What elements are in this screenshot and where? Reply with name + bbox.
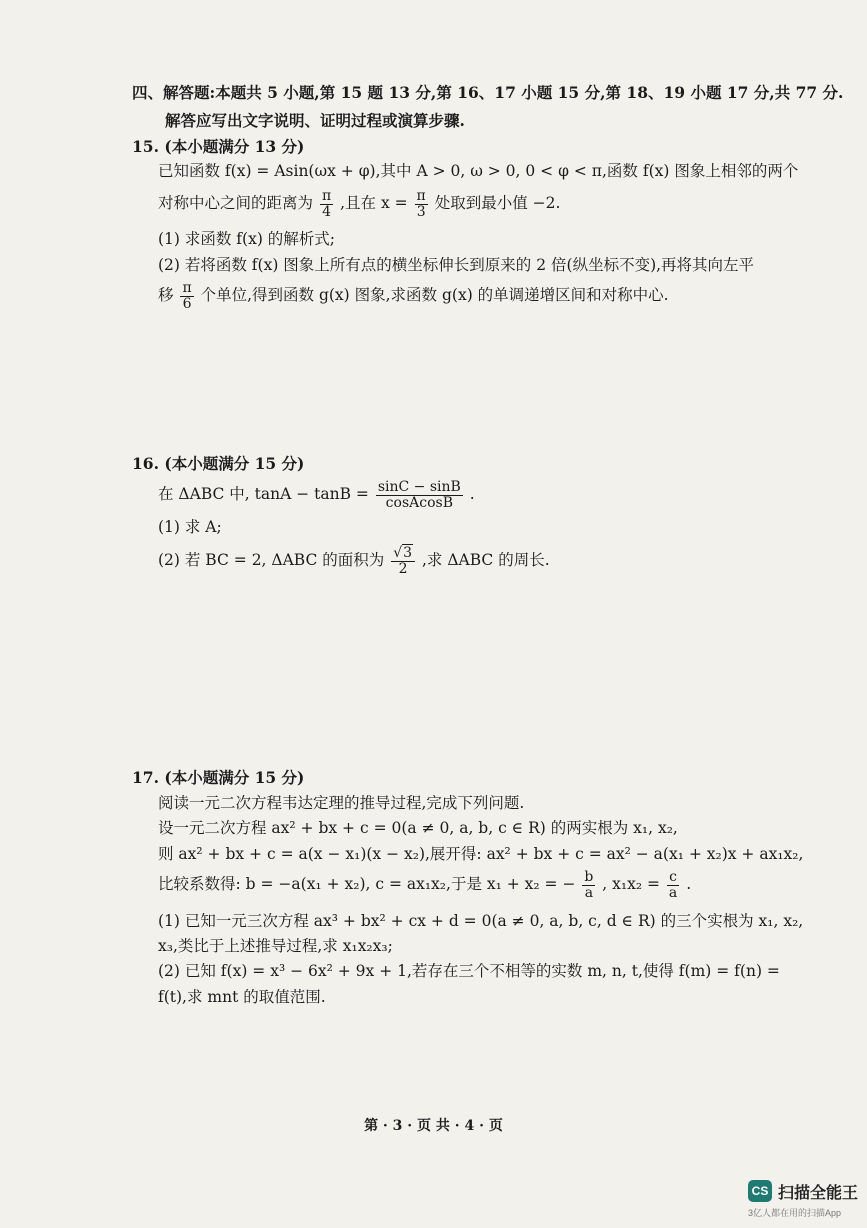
frac-numerator (391, 546, 415, 562)
frac-numerator: sinC − sinB (377, 478, 461, 495)
camscanner-logo-icon: CS (748, 1180, 772, 1202)
q16-frac-sqrt3-2 (391, 546, 415, 577)
frac-denominator: 4 (322, 203, 332, 220)
q15-line2-text-c: 处取到最小值 −2. (434, 194, 561, 212)
q17-part2-cont: f(t),求 mnt 的取值范围. (158, 988, 326, 1006)
q15-part1: (1) 求函数 f(x) 的解析式; (158, 230, 336, 248)
sqrt-radicand: 3 (403, 544, 413, 561)
q16-line1 (158, 476, 475, 512)
q15-frac-pi-6 (180, 281, 193, 312)
q17-line4 (158, 866, 691, 902)
q17-part1: (1) 已知一元三次方程 ax³ + bx² + cx + d = 0(a ≠ 0, a, b, c, d ∈ R) 的三个实根为 x₁, x₂, (158, 912, 804, 930)
q15-line1: 已知函数 f(x) = Asin(ωx + φ),其中 A > 0, ω > 0, 0 < φ < π,函数 f(x) 图象上相邻的两个 (158, 162, 799, 180)
watermark-app-name: 扫描全能王 (778, 1185, 859, 1202)
frac-numerator: π (182, 279, 192, 296)
frac-numerator: π (321, 187, 332, 204)
watermark-tagline: 3亿人都在用的扫描App (748, 1208, 842, 1218)
q17-line1: 阅读一元二次方程韦达定理的推导过程,完成下列问题. (158, 794, 525, 812)
q16-part2-text-b: ,求 ΔABC 的周长. (421, 551, 550, 569)
q17-line2: 设一元二次方程 ax² + bx + c = 0(a ≠ 0, a, b, c ∈ R) 的两实根为 x₁, x₂, (158, 819, 678, 837)
frac-denominator: a (668, 884, 678, 901)
q17-frac-b-a (582, 870, 595, 901)
q16-header: 16. (本小题满分 15 分) (132, 454, 305, 473)
q17-line3: 则 ax² + bx + c = a(x − x₁)(x − x₂),展开得: ax² + bx + c = ax² − a(x₁ + x₂)x + ax₁x₂, (158, 845, 804, 863)
q15-line2 (158, 186, 560, 220)
frac-denominator: 2 (398, 560, 408, 577)
q17-frac-c-a (667, 870, 679, 901)
q15-header: 15. (本小题满分 13 分) (132, 137, 305, 156)
q16-fraction (376, 480, 463, 511)
bleed-through-text (132, 380, 136, 396)
frac-numerator: b (584, 868, 594, 885)
frac-numerator: π (416, 187, 426, 204)
q17-header: 17. (本小题满分 15 分) (132, 768, 305, 787)
q17-line4-text-c: . (686, 875, 692, 893)
q15-frac-pi-3 (415, 189, 428, 220)
q16-line1-text-b: . (469, 485, 475, 503)
scanner-watermark (748, 1180, 858, 1224)
q17-part1-cont: x₃,类比于上述推导过程,求 x₁x₂x₃; (158, 937, 393, 955)
q17-part2: (2) 已知 f(x) = x³ − 6x² + 9x + 1,若存在三个不相等的实数 m, n, t,使得 f(m) = f(n) = (158, 962, 780, 980)
q15-line2-text-b: ,且在 x = (340, 194, 408, 212)
q15-part2-cont-a: 移 (158, 286, 174, 304)
q15-part2-cont-b: 个单位,得到函数 g(x) 图象,求函数 g(x) 的单调递增区间和对称中心. (200, 286, 669, 304)
frac-denominator: 3 (416, 203, 426, 220)
q15-frac-pi-4 (320, 189, 333, 220)
q16-part1: (1) 求 A; (158, 518, 222, 536)
page-footer: 第 · 3 · 页 共 · 4 · 页 (364, 1118, 503, 1134)
section-note: 解答应写出文字说明、证明过程或演算步骤. (165, 111, 465, 130)
sqrt-sign: √ (393, 544, 403, 561)
frac-denominator: cosAcosB (385, 494, 453, 511)
q15-line2-text-a: 对称中心之间的距离为 (158, 194, 314, 212)
q15-part2: (2) 若将函数 f(x) 图象上所有点的横坐标伸长到原来的 2 倍(纵坐标不变),再将其向左平 (158, 256, 755, 274)
section-title: 四、解答题:本题共 5 小题,第 15 题 13 分,第 16、17 小题 15 分,第 18、19 小题 17 分,共 77 分. (132, 83, 844, 102)
frac-denominator: 6 (182, 295, 192, 312)
q16-part2-text-a: (2) 若 BC = 2, ΔABC 的面积为 (158, 551, 385, 569)
frac-numerator: c (667, 870, 679, 886)
frac-denominator: a (584, 884, 594, 901)
q16-part2 (158, 542, 550, 578)
q15-part2-cont (158, 278, 669, 312)
q16-line1-text-a: 在 ΔABC 中, tanA − tanB = (158, 485, 369, 503)
q17-line4-text-a: 比较系数得: b = −a(x₁ + x₂), c = ax₁x₂,于是 x₁ + x₂ = − (158, 875, 576, 893)
q17-line4-text-b: , x₁x₂ = (602, 875, 660, 893)
